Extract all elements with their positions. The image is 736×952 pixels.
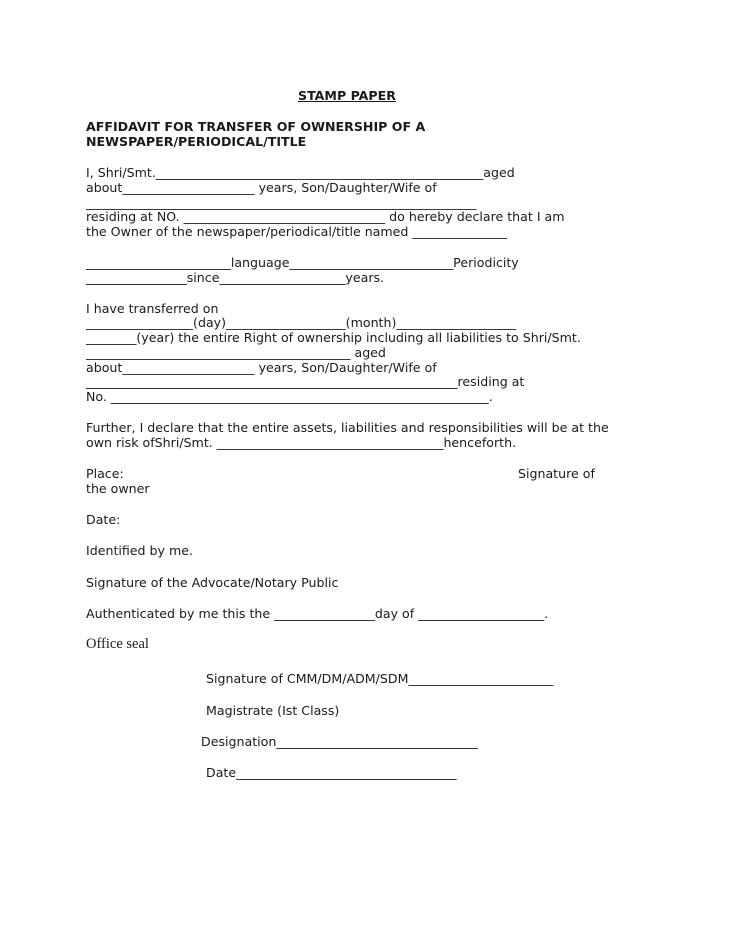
- owner-relation-blank: ______________________________________________________________: [86, 195, 477, 210]
- magistrate-signature-line: Signature of CMM/DM/ADM/SDM_______________________: [206, 671, 554, 686]
- transferee-name-line: __________________________________________ aged: [86, 345, 386, 360]
- authentication-line: Authenticated by me this the ________________day of ____________________.: [86, 606, 549, 621]
- place-label: Place:: [86, 466, 124, 481]
- magistrate-class-label: Magistrate (Ist Class): [206, 703, 340, 718]
- identified-text: Identified by me.: [86, 543, 194, 558]
- transferee-age-line: about_____________________ years, Son/Daughter/Wife of: [86, 360, 437, 375]
- office-seal-label: Office seal: [86, 636, 149, 652]
- advocate-signature-label: Signature of the Advocate/Notary Public: [86, 575, 339, 590]
- date-label: Date:: [86, 512, 121, 527]
- since-years-line: ________________since____________________years.: [86, 270, 385, 285]
- owner-age-line: about_____________________ years, Son/Daughter/Wife of: [86, 180, 437, 195]
- transfer-intro: I have transferred on: [86, 301, 219, 316]
- document-title: STAMP PAPER: [298, 88, 396, 103]
- final-date-line: Date___________________________________: [206, 765, 457, 780]
- designation-line: Designation________________________________: [201, 734, 478, 749]
- affidavit-heading-line-2: NEWSPAPER/PERIODICAL/TITLE: [86, 134, 307, 149]
- transfer-year-line: ________(year) the entire Right of ownership including all liabilities to Shri/Smt.: [86, 330, 581, 345]
- affidavit-heading-line-1: AFFIDAVIT FOR TRANSFER OF OWNERSHIP OF A: [86, 119, 426, 134]
- declaration-line-2: own risk ofShri/Smt. ____________________________________henceforth.: [86, 435, 517, 450]
- language-periodicity-line: _______________________language__________________________Periodicity: [86, 255, 519, 270]
- owner-signature-label-cont: the owner: [86, 481, 150, 496]
- transferee-address-line: No. ____________________________________________________________.: [86, 389, 493, 404]
- owner-residence-line: residing at NO. ________________________________ do hereby declare that I am: [86, 209, 565, 224]
- declaration-line-1: Further, I declare that the entire assets, liabilities and responsibilities will be at the: [86, 420, 609, 435]
- title-name-line: the Owner of the newspaper/periodical/title named _______________: [86, 224, 507, 239]
- transfer-date-line: _________________(day)___________________(month)___________________: [86, 315, 517, 330]
- owner-name-line: I, Shri/Smt.____________________________________________________aged: [86, 165, 515, 180]
- owner-signature-label: Signature of: [518, 466, 595, 481]
- transferee-residence-line: ___________________________________________________________residing at: [86, 374, 525, 389]
